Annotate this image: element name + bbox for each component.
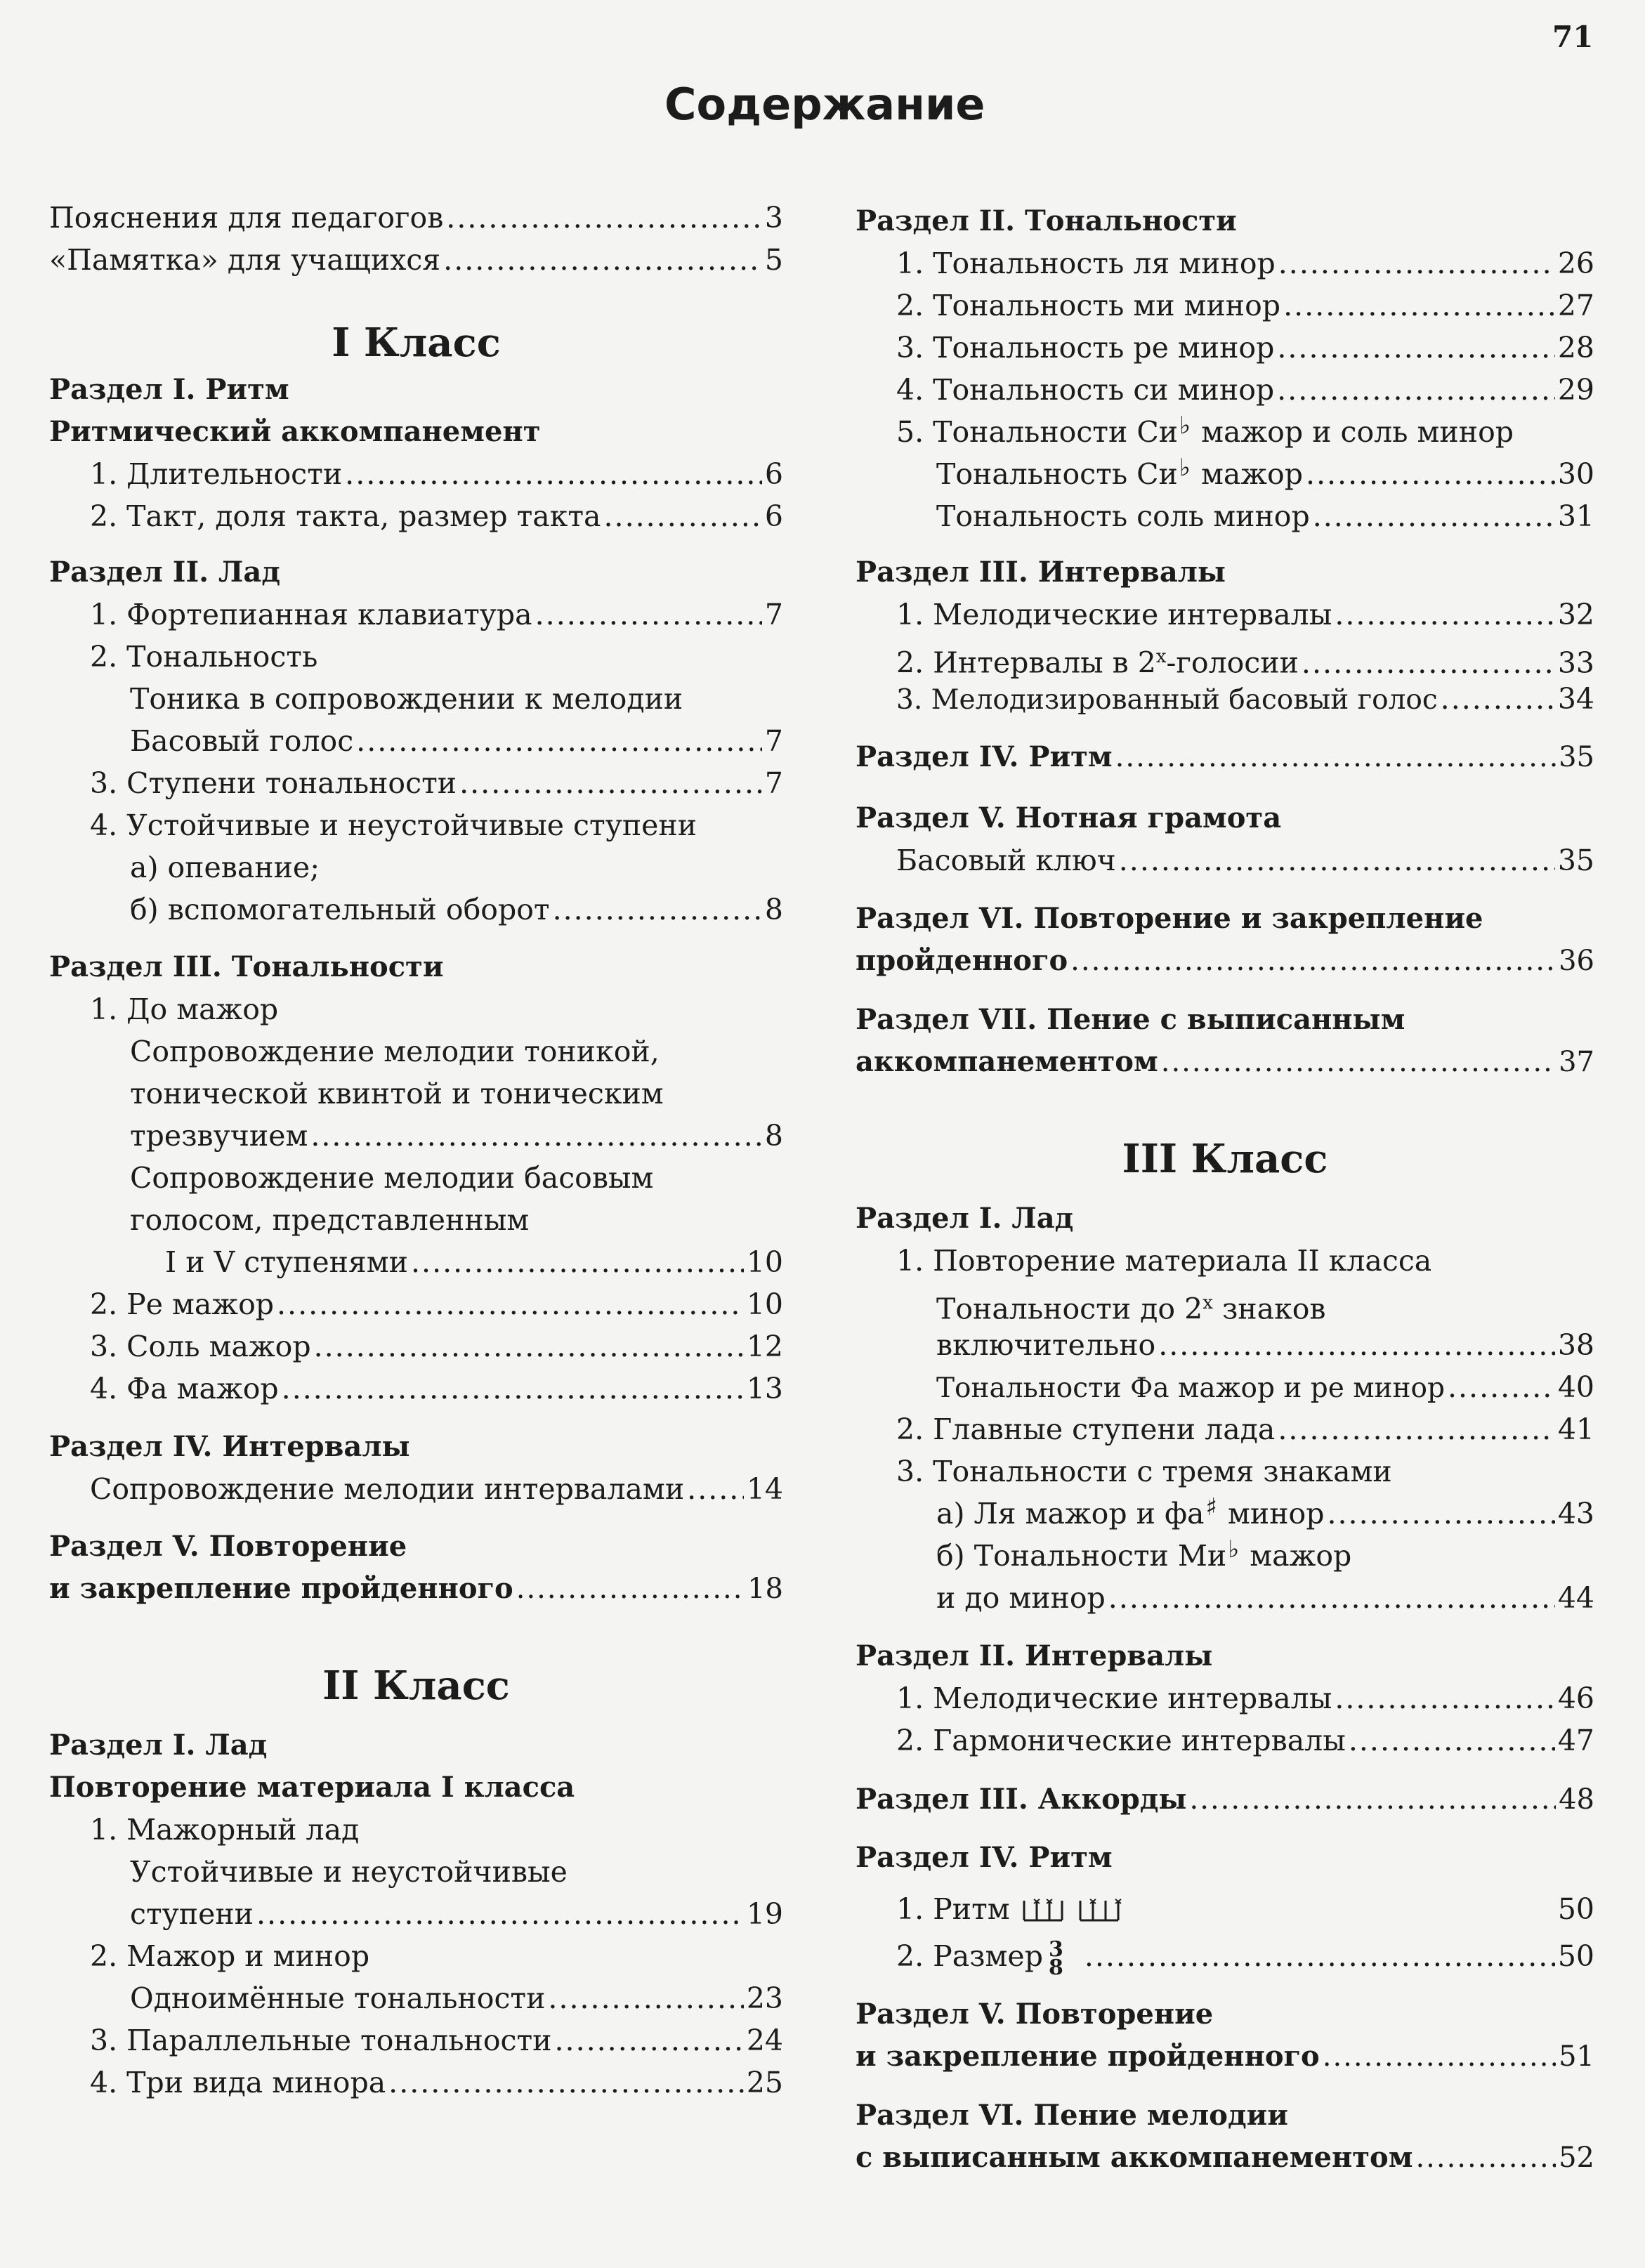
subsection-heading: Повторение материала I класса <box>49 1771 575 1804</box>
toc-entry-text: Раздел IV. Ритм <box>856 740 1113 773</box>
toc-entry[interactable] <box>856 453 1594 495</box>
toc-entry[interactable] <box>49 1368 783 1410</box>
toc-entry-text: Сопровождение мелодии тоникой, <box>130 1035 660 1068</box>
section-heading: Раздел VI. Повторение и закрепление <box>856 902 1483 935</box>
toc-entry-text: и закрепление пройденного <box>49 1572 513 1605</box>
toc-entry-text-part: Тональность Си <box>936 457 1178 491</box>
page-title: Содержание <box>664 79 985 130</box>
toc-entry[interactable] <box>856 1719 1594 1762</box>
toc-entry[interactable] <box>856 2137 1594 2179</box>
toc-entry-text: ступени <box>130 1897 254 1931</box>
toc-entry-text-part: 2. Интервалы в 2 <box>896 645 1156 680</box>
toc-page-number: 31 <box>1557 499 1594 533</box>
toc-entry-text-part: минор <box>1218 1497 1325 1530</box>
toc-page-number: 7 <box>764 598 783 631</box>
toc-entry-text: Тональности Фа мажор и ре минор <box>936 1372 1445 1404</box>
leader-dots <box>1327 1493 1554 1535</box>
toc-entry-text-part: б) Тональности Ми <box>936 1539 1227 1573</box>
toc-page-number: 3 <box>764 201 783 235</box>
toc-page-number: 26 <box>1557 247 1594 280</box>
toc-entry-text-part: мажор и соль минор <box>1192 415 1514 449</box>
toc-entry-text: Пояснения для педагогов <box>49 201 444 235</box>
toc-entry-text: 1. Мелодические интервалы <box>896 1682 1332 1715</box>
superscript: х <box>1155 646 1167 667</box>
toc-entry-text-part: знаков <box>1212 1292 1326 1326</box>
toc-entry-text: Басовый ключ <box>896 844 1116 877</box>
toc-entry-text: Устойчивые и неустойчивые <box>130 1855 568 1889</box>
toc-entry[interactable] <box>856 940 1594 982</box>
toc-entry-text: и до минор <box>936 1581 1106 1615</box>
leader-dots <box>1084 1935 1555 1977</box>
leader-dots <box>1190 1778 1556 1821</box>
toc-entry-text: 2. Тональность <box>90 640 318 674</box>
leader-dots <box>459 762 762 804</box>
section-heading: Раздел IV. Интервалы <box>49 1430 410 1463</box>
toc-page-number: 35 <box>1559 741 1594 773</box>
toc-entry[interactable] <box>49 889 783 931</box>
toc-entry-text: 3. Соль мажор <box>90 1330 311 1363</box>
toc-entry-text: а) опевание; <box>130 851 320 884</box>
toc-entry-text-part: -голосии <box>1166 645 1299 680</box>
toc-entry-text: 2. Главные ступени лада <box>896 1412 1276 1446</box>
toc-page-number: 36 <box>1559 945 1594 977</box>
toc-entry[interactable] <box>49 2019 783 2061</box>
toc-entry[interactable] <box>856 636 1594 678</box>
toc-page-number: 43 <box>1557 1497 1594 1530</box>
toc-entry-text: аккомпанементом <box>856 1045 1158 1078</box>
toc-entry[interactable] <box>49 594 783 636</box>
toc-page-number: 48 <box>1559 1783 1594 1816</box>
toc-entry-text-part: мажор <box>1191 457 1303 491</box>
toc-entry-text <box>896 636 1299 684</box>
section-heading: Раздел I. Лад <box>856 1202 1074 1235</box>
toc-entry-text <box>856 1535 1594 1577</box>
toc-entry[interactable] <box>856 1366 1594 1408</box>
leader-dots <box>548 1977 743 2019</box>
toc-page-number: 51 <box>1559 2040 1594 2073</box>
toc-page-number: 37 <box>1559 1046 1594 1078</box>
toc-entry-text <box>896 1888 1127 1930</box>
toc-page-number: 27 <box>1557 289 1594 322</box>
toc-entry[interactable] <box>856 1324 1594 1366</box>
superscript: х <box>1202 1292 1213 1313</box>
toc-page-number: 23 <box>746 1981 783 2015</box>
section-heading: Раздел I. Ритм <box>49 373 289 406</box>
leader-dots <box>1335 1677 1555 1719</box>
toc-entry-text: 3. Тональность ре минор <box>896 331 1275 365</box>
toc-entry-text: тонической квинтой и тоническим <box>130 1077 664 1110</box>
leader-dots <box>256 1893 744 1935</box>
subsection-heading: Ритмический аккомпанемент <box>49 415 541 448</box>
toc-entry[interactable] <box>856 369 1594 411</box>
toc-page-number: 35 <box>1557 844 1594 877</box>
toc-entry-text: 2. Тональность ми минор <box>896 289 1281 322</box>
toc-entry-text: Одноимённые тональности <box>130 1981 546 2015</box>
toc-entry[interactable] <box>856 495 1594 537</box>
toc-page-number: 12 <box>746 1330 783 1363</box>
toc-entry[interactable] <box>856 2036 1594 2078</box>
leader-dots <box>388 2061 744 2104</box>
toc-page-number: 29 <box>1557 373 1594 407</box>
toc-entry-text: 2. Мажор и минор <box>90 1939 370 1973</box>
section-heading: Раздел I. Лад <box>49 1729 268 1762</box>
toc-page-number: 30 <box>1557 457 1594 491</box>
leader-dots <box>1115 736 1556 778</box>
rhythm-notation-icon <box>1021 1898 1127 1926</box>
section-heading: Раздел V. Повторение <box>856 1998 1214 2031</box>
leader-dots <box>555 2019 744 2061</box>
sharp-sign-icon: ♯ <box>1205 1493 1217 1521</box>
toc-entry-text: трезвучием <box>130 1119 308 1153</box>
toc-entry[interactable] <box>49 1283 783 1325</box>
toc-entry-text: 1. Мелодические интервалы <box>896 598 1332 631</box>
toc-entry[interactable] <box>49 1977 783 2019</box>
class-heading: I Класс <box>332 320 501 366</box>
toc-entry[interactable] <box>856 242 1594 284</box>
toc-entry[interactable] <box>856 736 1594 778</box>
toc-entry-text: 1. Мажорный лад <box>90 1813 360 1847</box>
section-heading: Раздел V. Нотная грамота <box>856 801 1282 834</box>
toc-entry-text <box>936 1493 1324 1537</box>
toc-entry[interactable] <box>49 1241 783 1283</box>
section-heading: Раздел V. Повторение <box>49 1530 407 1563</box>
toc-page-number: 6 <box>764 457 783 491</box>
toc-page-number: 8 <box>764 1119 783 1153</box>
toc-entry-text: «Памятка» для учащихся <box>49 243 441 277</box>
leader-dots <box>1415 2137 1556 2179</box>
leader-dots <box>1161 1041 1556 1083</box>
toc-entry-text <box>856 1282 1594 1324</box>
toc-page-number: 47 <box>1557 1724 1594 1757</box>
toc-entry-text: 4. Три вида минора <box>90 2066 386 2099</box>
toc-entry-text: 3. Параллельные тональности <box>90 2024 552 2057</box>
toc-page-number: 38 <box>1557 1328 1594 1362</box>
toc-entry[interactable] <box>49 1568 783 1610</box>
toc-entry-text <box>936 453 1303 497</box>
toc-page-number: 41 <box>1557 1412 1594 1446</box>
leader-dots <box>1158 1324 1555 1366</box>
toc-entry-text: 1. Длительности <box>90 457 343 491</box>
toc-entry[interactable] <box>49 720 783 762</box>
page-number: 71 <box>1552 20 1594 54</box>
toc-entry[interactable] <box>49 1893 783 1935</box>
toc-entry-text: голосом, представленным <box>130 1203 530 1237</box>
toc-page-number: 50 <box>1557 1939 1594 1973</box>
toc-entry[interactable] <box>856 839 1594 881</box>
toc-page-number: 5 <box>764 243 783 277</box>
leader-dots <box>1448 1366 1555 1408</box>
toc-page-number: 7 <box>764 766 783 800</box>
toc-entry[interactable] <box>49 495 783 537</box>
toc-entry-text: и закрепление пройденного <box>856 2040 1320 2073</box>
toc-entry[interactable] <box>856 594 1594 636</box>
toc-entry[interactable] <box>856 327 1594 369</box>
toc-entry-text: 1. Фортепианная клавиатура <box>90 598 532 631</box>
flat-sign-icon: ♭ <box>1179 412 1191 440</box>
toc-entry[interactable] <box>856 1888 1594 1930</box>
toc-entry-text: 3. Тональности с тремя знаками <box>896 1455 1392 1488</box>
toc-entry-text: 2. Ре мажор <box>90 1287 275 1321</box>
toc-entry-text <box>896 1935 1063 1980</box>
toc-page-number: 10 <box>746 1287 783 1321</box>
toc-entry-text: 1. Тональность ля минор <box>896 247 1276 280</box>
leader-dots <box>446 197 762 239</box>
leader-dots <box>1277 327 1554 369</box>
leader-dots <box>1070 940 1556 982</box>
toc-entry-text: Раздел III. Аккорды <box>856 1783 1187 1816</box>
toc-entry-text: 2. Такт, доля такта, размер такта <box>90 499 601 533</box>
leader-dots <box>356 720 762 762</box>
toc-entry[interactable] <box>49 239 783 281</box>
section-heading: Раздел VI. Пение мелодии <box>856 2099 1288 2132</box>
leader-dots <box>604 495 762 537</box>
toc-entry-text: б) вспомогательный оборот <box>130 893 550 926</box>
leader-dots <box>1313 495 1555 537</box>
toc-entry-text: 2. Гармонические интервалы <box>896 1724 1346 1757</box>
toc-entry[interactable] <box>856 1493 1594 1535</box>
leader-dots <box>1349 1719 1555 1762</box>
section-heading: Раздел III. Тональности <box>49 950 444 983</box>
toc-entry[interactable] <box>856 1577 1594 1619</box>
section-heading: Раздел IV. Ритм <box>856 1841 1113 1874</box>
toc-page-number: 18 <box>747 1573 783 1605</box>
toc-entry[interactable] <box>49 1115 783 1157</box>
toc-entry-text: 4. Тональность си минор <box>896 373 1275 407</box>
toc-page-number: 14 <box>746 1472 783 1506</box>
toc-entry[interactable] <box>49 453 783 495</box>
toc-entry[interactable] <box>856 1408 1594 1450</box>
toc-page-number: 13 <box>746 1372 783 1405</box>
toc-page-number: 40 <box>1557 1370 1594 1404</box>
leader-dots <box>277 1283 744 1325</box>
section-heading: Раздел VII. Пение с выписанным <box>856 1003 1405 1036</box>
time-signature <box>1048 1936 1063 1980</box>
section-heading: Раздел II. Лад <box>49 556 280 589</box>
toc-entry-text: I и V ступенями <box>165 1245 408 1279</box>
toc-page-number: 10 <box>746 1245 783 1279</box>
toc-entry[interactable] <box>856 678 1594 720</box>
section-heading: Раздел II. Тональности <box>856 204 1237 237</box>
leader-dots <box>1441 678 1555 720</box>
toc-entry[interactable] <box>856 284 1594 327</box>
toc-entry[interactable] <box>856 1041 1594 1083</box>
toc-entry-text: с выписанным аккомпанементом <box>856 2141 1413 2174</box>
leader-dots <box>516 1568 745 1610</box>
toc-entry[interactable] <box>49 1468 783 1510</box>
toc-entry-text-part: Тональности до 2 <box>936 1292 1203 1326</box>
toc-page-number: 32 <box>1557 598 1594 631</box>
leader-dots <box>282 1368 744 1410</box>
toc-entry-text-part: мажор <box>1240 1539 1352 1573</box>
toc-page-number: 52 <box>1559 2142 1594 2174</box>
leader-dots <box>443 239 762 281</box>
toc-page-number: 46 <box>1557 1682 1594 1715</box>
toc-entry-text: 4. Фа мажор <box>90 1372 279 1405</box>
leader-dots <box>411 1241 744 1283</box>
section-heading: Раздел III. Интервалы <box>856 556 1226 589</box>
toc-page-number: 28 <box>1557 331 1594 365</box>
leader-dots <box>535 594 762 636</box>
toc-page-number: 24 <box>746 2024 783 2057</box>
toc-entry-text-part: 1. Ритм <box>896 1892 1010 1926</box>
leader-dots <box>310 1115 762 1157</box>
toc-entry-text-part: а) Ля мажор и фа <box>936 1497 1205 1530</box>
leader-dots <box>1283 284 1555 327</box>
leader-dots <box>1278 1408 1554 1450</box>
toc-page-number: 44 <box>1557 1581 1594 1615</box>
toc-entry-text: Сопровождение мелодии басовым <box>130 1161 654 1195</box>
toc-page-number: 8 <box>764 893 783 926</box>
leader-dots <box>1323 2036 1556 2078</box>
toc-entry[interactable] <box>49 2061 783 2104</box>
toc-page-number: 19 <box>746 1897 783 1931</box>
toc-entry[interactable] <box>856 1935 1594 1980</box>
leader-dots <box>1278 242 1555 284</box>
leader-dots <box>1119 839 1555 881</box>
toc-entry-text: Тоника в сопровождении к мелодии <box>130 682 683 716</box>
toc-entry-text: пройденного <box>856 944 1068 977</box>
time-signature-denominator: 8 <box>1048 1955 1063 1980</box>
flat-sign-icon: ♭ <box>1228 1535 1240 1564</box>
class-heading: II Класс <box>322 1663 510 1709</box>
leader-dots <box>345 453 762 495</box>
class-heading: III Класс <box>1122 1136 1328 1182</box>
toc-entry-text <box>856 411 1594 453</box>
leader-dots <box>1277 369 1555 411</box>
toc-entry[interactable] <box>49 762 783 804</box>
toc-page-number: 50 <box>1557 1892 1594 1926</box>
flat-sign-icon: ♭ <box>1179 454 1191 482</box>
leader-dots <box>553 889 762 931</box>
toc-entry-text: Тональность соль минор <box>936 499 1310 533</box>
toc-entry-text: 1. До мажор <box>90 992 279 1026</box>
toc-page-number: 7 <box>764 724 783 758</box>
toc-entry-text: включительно <box>936 1328 1156 1362</box>
section-heading: Раздел II. Интервалы <box>856 1639 1213 1672</box>
leader-dots <box>314 1325 744 1368</box>
toc-entry-text: 1. Повторение материала II класса <box>896 1244 1432 1278</box>
toc-page-number: 33 <box>1557 645 1594 680</box>
time-signature-numerator: 3 <box>1048 1936 1063 1962</box>
leader-dots <box>1306 453 1555 495</box>
toc-entry-text: Сопровождение мелодии интервалами <box>90 1472 685 1506</box>
leader-dots <box>1335 594 1555 636</box>
toc-page-number: 25 <box>746 2066 783 2099</box>
leader-dots <box>1108 1577 1555 1619</box>
toc-entry-text: 3. Ступени тональности <box>90 766 457 800</box>
leader-dots <box>687 1468 744 1510</box>
toc-entry[interactable] <box>49 197 783 239</box>
toc-entry-text: 4. Устойчивые и неустойчивые ступени <box>90 808 697 842</box>
toc-entry-text-part: 2. Размер <box>896 1939 1043 1973</box>
toc-entry[interactable] <box>49 1325 783 1368</box>
toc-entry[interactable] <box>856 1778 1594 1821</box>
toc-page-number: 6 <box>764 499 783 533</box>
toc-entry-text: Басовый голос <box>130 724 354 758</box>
toc-page-number: 34 <box>1557 682 1594 716</box>
toc-entry[interactable] <box>856 1677 1594 1719</box>
toc-entry-text-part: 5. Тональности Си <box>896 415 1179 449</box>
toc-entry-text: 3. Мелодизированный басовый голос <box>896 684 1438 716</box>
